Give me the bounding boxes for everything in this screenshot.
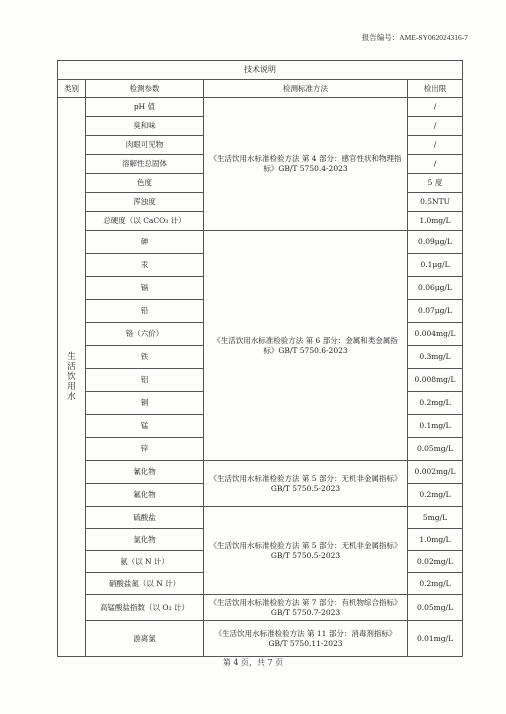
standard-method-cell: 《生活饮用水标准检验方法 第 11 部分：消毒剂指标》GB/T 5750.11-2023 xyxy=(204,621,408,657)
parameter-cell: 铁 xyxy=(86,346,204,369)
standard-method-cell: 《生活饮用水标准检验方法 第 4 部分：感官性状和物理指标》GB/T 5750.4-2023 xyxy=(204,98,408,231)
detection-limit-cell: 0.002mg/L xyxy=(408,461,463,484)
parameter-cell: 溶解性总固体 xyxy=(86,155,204,174)
parameter-cell: 铜 xyxy=(86,392,204,415)
detection-limit-cell: / xyxy=(408,155,463,174)
detection-limit-cell: 0.09μg/L xyxy=(408,231,463,254)
standard-method-cell: 《生活饮用水标准检验方法 第 6 部分：金属和类金属指标》GB/T 5750.6-2023 xyxy=(204,231,408,461)
parameter-cell: 砷 xyxy=(86,231,204,254)
detection-limit-cell: 5 度 xyxy=(408,174,463,193)
detection-limit-cell: 1.0mg/L xyxy=(408,212,463,231)
parameter-cell: 氯化物 xyxy=(86,529,204,551)
detection-limit-cell: 0.05mg/L xyxy=(408,438,463,461)
parameter-cell: 硝酸盐氮（以 N 计） xyxy=(86,573,204,595)
parameter-cell: 肉眼可见物 xyxy=(86,136,204,155)
table-row xyxy=(58,595,463,621)
standard-method-cell: 《生活饮用水标准检验方法 第 5 部分：无机非金属指标》GB/T 5750.5-2023 xyxy=(204,507,408,595)
column-header-parameter: 检测参数 xyxy=(86,80,204,98)
column-header-category: 类别 xyxy=(58,80,86,98)
detection-limit-cell: / xyxy=(408,136,463,155)
parameter-cell: 硫酸盐 xyxy=(86,507,204,529)
parameter-cell: 臭和味 xyxy=(86,117,204,136)
table-caption: 技术说明 xyxy=(58,61,463,80)
parameter-cell: 铬（六价） xyxy=(86,323,204,346)
parameter-cell: 汞 xyxy=(86,254,204,277)
detection-limit-cell: 0.06μg/L xyxy=(408,277,463,300)
detection-limit-cell: 0.008mg/L xyxy=(408,369,463,392)
standard-method-cell: 《生活饮用水标准检验方法 第 7 部分：有机物综合指标》GB/T 5750.7-2023 xyxy=(204,595,408,621)
detection-limit-cell: 0.07μg/L xyxy=(408,300,463,323)
table-row xyxy=(58,507,463,529)
parameter-cell: 锌 xyxy=(86,438,204,461)
detection-limit-cell: 0.5NTU xyxy=(408,193,463,212)
table-row xyxy=(58,621,463,657)
parameter-cell: 游离氯 xyxy=(86,621,204,657)
parameter-cell: 锰 xyxy=(86,415,204,438)
parameter-cell: 高锰酸盐指数（以 O₂ 计） xyxy=(86,595,204,621)
table-row xyxy=(58,98,463,117)
parameter-cell: 氟化物 xyxy=(86,484,204,507)
detection-limit-cell: 1.0mg/L xyxy=(408,529,463,551)
page-number: 第 4 页，共 7 页 xyxy=(222,658,284,667)
standard-method-cell: 《生活饮用水标准检验方法 第 5 部分：无机非金属指标》GB/T 5750.5-2023 xyxy=(204,461,408,507)
detection-limit-cell: 0.05mg/L xyxy=(408,595,463,621)
table-row xyxy=(58,231,463,254)
table-row xyxy=(58,461,463,484)
detection-limit-cell: 0.004mg/L xyxy=(408,323,463,346)
detection-limit-cell: 0.01mg/L xyxy=(408,621,463,657)
column-header-detection-limit: 检出限 xyxy=(408,80,463,98)
parameter-cell: 铅 xyxy=(86,300,204,323)
detection-limit-cell: 0.3mg/L xyxy=(408,346,463,369)
report-number: 报告编号：AME-SY062024316-7 xyxy=(361,33,468,42)
parameter-cell: 铝 xyxy=(86,369,204,392)
technical-specification-table xyxy=(57,60,463,657)
detection-limit-cell: 0.02mg/L xyxy=(408,551,463,573)
parameter-cell: 总硬度（以 CaCO₃ 计） xyxy=(86,212,204,231)
detection-limit-cell: / xyxy=(408,117,463,136)
detection-limit-cell: 5mg/L xyxy=(408,507,463,529)
parameter-cell: 镉 xyxy=(86,277,204,300)
detection-limit-cell: 0.1mg/L xyxy=(408,415,463,438)
detection-limit-cell: 0.1μg/L xyxy=(408,254,463,277)
category-cell: 生 活 饮 用 水 xyxy=(58,98,86,657)
detection-limit-cell: 0.2mg/L xyxy=(408,573,463,595)
detection-limit-cell: 0.2mg/L xyxy=(408,392,463,415)
detection-limit-cell: 0.2mg/L xyxy=(408,484,463,507)
parameter-cell: 氨（以 N 计） xyxy=(86,551,204,573)
parameter-cell: pH 值 xyxy=(86,98,204,117)
detection-limit-cell: / xyxy=(408,98,463,117)
parameter-cell: 氰化物 xyxy=(86,461,204,484)
column-header-standard-method: 检测标准方法 xyxy=(204,80,408,98)
parameter-cell: 浑浊度 xyxy=(86,193,204,212)
parameter-cell: 色度 xyxy=(86,174,204,193)
